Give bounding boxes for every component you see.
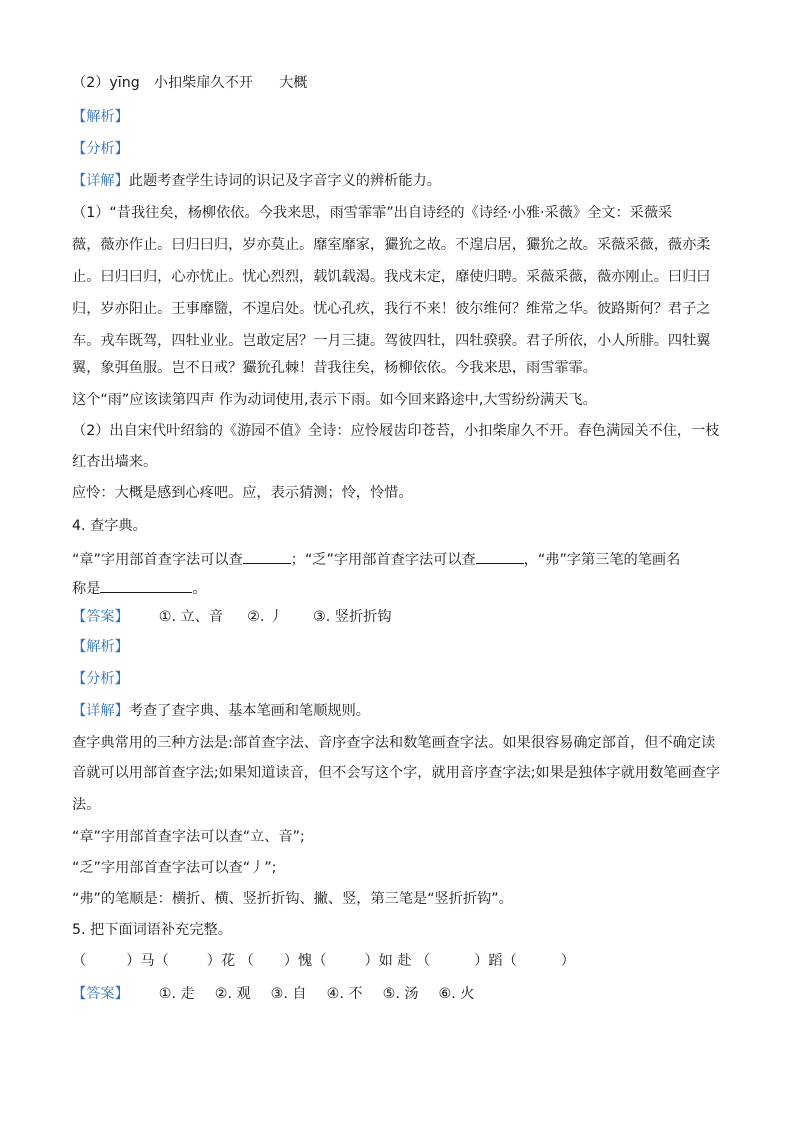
answer-1: 小扣柴扉久不开 xyxy=(153,75,254,91)
answer-num: ③ xyxy=(313,609,326,625)
bracket-text: （ xyxy=(72,953,87,969)
xiangjie-tag: 【详解】 xyxy=(72,703,129,719)
answer-text: . 立、音 xyxy=(171,609,224,625)
poem2-line: （2）出自宋代叶绍翁的《游园不值》全诗：应怜屐齿印苍苔，小扣柴扉久不开。春色满园关不住，一枝 xyxy=(72,423,720,439)
answer-num: ⑤ xyxy=(382,986,396,1002)
poem-line: 归，岁亦阳止。王事靡盬，不遑启处。忧心孔疚，我行不来！彼尔维何？维常之华。彼路斯何？君子之 xyxy=(72,301,711,317)
q4-text: ；“乏”字用部首查字法可以查 xyxy=(290,552,476,568)
q4-detail-intro xyxy=(72,701,370,721)
q4-question-line2 xyxy=(72,577,207,599)
detail-text: 此题考查学生诗词的识记及字音字义的辨析能力。 xyxy=(128,173,441,189)
answer-text: . 不 xyxy=(339,986,363,1002)
poem-line: 止。曰归曰归，心亦忧止。忧心烈烈，载饥载渴。我戍未定，靡使归聘。采薇采薇，薇亦刚止。曰归曰 xyxy=(72,269,711,285)
jiexi-tag: 【解析】 xyxy=(72,639,129,655)
answer-num: ⑥ xyxy=(438,986,452,1002)
answer-text: . 走 xyxy=(171,986,195,1002)
q4-answer-line xyxy=(72,607,392,627)
answer-2: 大概 xyxy=(279,75,308,91)
answer-num: ① xyxy=(158,609,172,625)
q4-question-line1 xyxy=(72,548,680,570)
jiexi-tag: 【解析】 xyxy=(72,109,129,125)
daan-tag: 【答案】 xyxy=(72,609,129,625)
answer-num: ② xyxy=(247,609,260,625)
answer-blank xyxy=(100,577,192,593)
q4-text: ，“弗”字第三笔的笔画名 xyxy=(523,552,681,568)
answer-blank xyxy=(243,548,291,564)
detail-text: 考查了查字典、基本笔画和笔顺规则。 xyxy=(128,703,370,719)
daan-tag: 【答案】 xyxy=(72,986,129,1002)
answer-text: . 丿 xyxy=(259,609,284,625)
poem-line: （1）“昔我往矣，杨柳依依。今我来思，雨雪霏霏”出自诗经的《诗经·小雅·采薇》全文：采薇采 xyxy=(72,205,673,221)
method-line: 法。 xyxy=(72,797,101,813)
answer-num: ④ xyxy=(326,986,340,1002)
q5-answer-line xyxy=(72,984,474,1004)
poem2-line: 红杏出墙来。 xyxy=(72,454,158,470)
answer-num: ① xyxy=(158,986,172,1002)
q4-title: 4. 查字典。 xyxy=(72,518,147,534)
fenxi-tag: 【分析】 xyxy=(72,671,129,687)
q4-text: 称是 xyxy=(72,581,101,597)
q3-part2-answer-line xyxy=(72,73,307,93)
answer-num: ③ xyxy=(270,986,284,1002)
answer-text: . 自 xyxy=(283,986,307,1002)
q4-text: 。 xyxy=(192,581,207,597)
answer-prefix: （2）yīng xyxy=(72,75,140,91)
bracket-text: ）如 赴 （ xyxy=(364,953,431,969)
q5-title: 5. 把下面词语补充完整。 xyxy=(72,922,232,938)
method-line: 查字典常用的三种方法是:部首查字法、音序查字法和数笔画查字法。如果很容易确定部首，但不确定读 xyxy=(72,735,716,751)
bracket-text: ）马（ xyxy=(126,953,169,969)
answer-text: . 火 xyxy=(451,986,475,1002)
poem-line: 车。戎车既驾，四牡业业。岂敢定居？一月三捷。驾彼四牡，四牡骙骙。君子所依，小人所腓。四牡翼 xyxy=(72,333,711,349)
poem-note: 这个“雨”应该读第四声 作为动词使用,表示下雨。如今回来路途中,大雪纷纷满天飞。 xyxy=(72,392,597,408)
bracket-text: ） xyxy=(560,953,575,969)
answer-blank xyxy=(476,548,524,564)
answer-num: ② xyxy=(214,986,228,1002)
answer-text: . 汤 xyxy=(395,986,419,1002)
method-line: 音就可以用部首查字法;如果知道读音，但不会写这个字，就用音序查字法;如果是独体字就用数笔画查字 xyxy=(72,765,721,781)
fenxi-tag: 【分析】 xyxy=(72,141,129,157)
bracket-text: ）花 （ xyxy=(206,953,254,969)
answer-text: . 竖折折钩 xyxy=(325,609,392,625)
bracket-text: ）愧（ xyxy=(283,953,327,969)
xiangjie-tag: 【详解】 xyxy=(72,173,129,189)
poem-line: 薇，薇亦作止。曰归曰归，岁亦莫止。靡室靡家，玁狁之故。不遑启居，玁狁之故。采薇采薇，薇亦柔 xyxy=(72,237,711,253)
explain-line: “章”字用部首查字法可以查“立、音”; xyxy=(72,829,305,845)
q4-text: “章”字用部首查字法可以查 xyxy=(72,552,243,568)
explain-line: “乏”字用部首查字法可以查“丿”; xyxy=(72,860,277,876)
q5-question-line xyxy=(72,951,575,971)
answer-text: . 观 xyxy=(227,986,251,1002)
q3-detail-intro xyxy=(72,171,441,191)
poem-line: 翼，象弭鱼服。岂不日戒？玁狁孔棘！昔我往矣，杨柳依依。今我来思，雨雪霏霏。 xyxy=(72,360,597,376)
explain-line: “弗”的笔顺是：横折、横、竖折折钩、撇、竖，第三笔是“竖折折钩”。 xyxy=(72,891,513,907)
bracket-text: ）蹈（ xyxy=(474,953,517,969)
poem2-note: 应怜：大概是感到心疼吧。应，表示猜测；怜，怜惜。 xyxy=(72,485,413,501)
